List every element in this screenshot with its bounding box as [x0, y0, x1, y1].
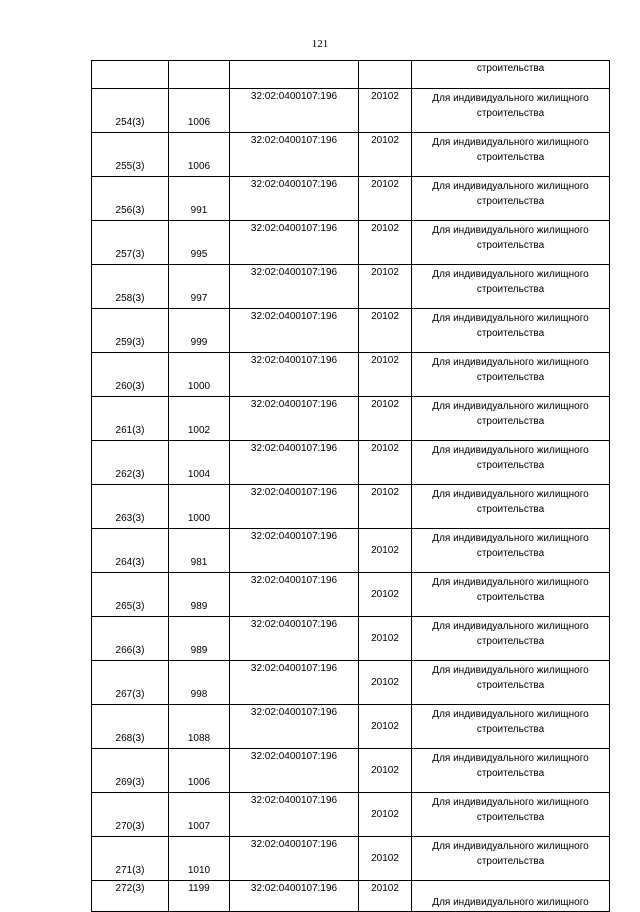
cell-permitted-use [412, 353, 610, 397]
cell-code: 20102 [359, 133, 412, 177]
cell-cadastral: 32:02:0400107:196 [230, 749, 359, 793]
permitted-use-line: строительства [476, 812, 545, 823]
cell-num: 257(3) [92, 221, 169, 265]
land-plots-table [91, 60, 610, 912]
cell-num: 258(3) [92, 265, 169, 309]
cell-code: 20102 [359, 353, 412, 397]
cell-num: 264(3) [92, 529, 169, 573]
cell-area: 1006 [169, 133, 230, 177]
cell-area: 1006 [169, 749, 230, 793]
permitted-use-line: строительства [476, 460, 545, 471]
cell-area: 989 [169, 617, 230, 661]
permitted-use-line: строительства [476, 504, 545, 515]
cell-permitted-use [412, 837, 610, 881]
permitted-use-line: Для индивидуального жилищного [432, 225, 589, 236]
permitted-use-line: Для индивидуального жилищного [432, 137, 589, 148]
permitted-use-line: строительства [476, 768, 545, 779]
cell-code: 20102 [359, 89, 412, 133]
cell-num: 262(3) [92, 441, 169, 485]
cell-cadastral: 32:02:0400107:196 [230, 661, 359, 705]
cell-permitted-use [412, 573, 610, 617]
cell-num: 270(3) [92, 793, 169, 837]
cell-code: 20102 [359, 441, 412, 485]
permitted-use-line: Для индивидуального жилищного [432, 709, 589, 720]
permitted-use-line: Для индивидуального жилищного [432, 181, 589, 192]
cell-num: 271(3) [92, 837, 169, 881]
table-row [92, 837, 610, 881]
cell-permitted-use [412, 309, 610, 353]
cell-area: 1000 [169, 353, 230, 397]
permitted-use-line: Для индивидуального жилищного [432, 621, 589, 632]
permitted-use-line: строительства [476, 196, 545, 207]
permitted-use-line: Для индивидуального жилищного [432, 797, 589, 808]
cell-cadastral: 32:02:0400107:196 [230, 617, 359, 661]
cell-permitted-use [412, 529, 610, 573]
table-row [92, 353, 610, 397]
cell-cadastral: 32:02:0400107:196 [230, 881, 359, 912]
cell-cadastral: 32:02:0400107:196 [230, 309, 359, 353]
cell-num: 267(3) [92, 661, 169, 705]
cell-code: 20102 [359, 397, 412, 441]
table-row [92, 485, 610, 529]
cell-permitted-use [412, 89, 610, 133]
cell-area: 995 [169, 221, 230, 265]
table-row [92, 89, 610, 133]
permitted-use-line: Для индивидуального жилищного [432, 753, 589, 764]
page-number: 121 [311, 38, 329, 50]
cell-permitted-use [412, 617, 610, 661]
cell-area: 1007 [169, 793, 230, 837]
cell-area: 981 [169, 529, 230, 573]
permitted-use-line: Для индивидуального жилищного [432, 357, 589, 368]
cell-cadastral: 32:02:0400107:196 [230, 397, 359, 441]
cell-area: 1199 [169, 881, 230, 912]
cell-code: 20102 [359, 529, 412, 573]
cell-code: 20102 [359, 485, 412, 529]
cell-area: 1002 [169, 397, 230, 441]
table-row [92, 133, 610, 177]
cell-num: 272(3) [92, 881, 169, 912]
table-row [92, 573, 610, 617]
permitted-use-line: Для индивидуального жилищного [432, 489, 589, 500]
permitted-use-line: Для индивидуального жилищного [432, 445, 589, 456]
permitted-use-line: Для индивидуального жилищного [432, 401, 589, 412]
permitted-use-line: Для индивидуального жилищного [432, 313, 589, 324]
cell-code: 20102 [359, 881, 412, 912]
cell-area: 998 [169, 661, 230, 705]
permitted-use-line: строительства [476, 636, 545, 647]
cell-cadastral: 32:02:0400107:196 [230, 441, 359, 485]
cell-cadastral: 32:02:0400107:196 [230, 353, 359, 397]
permitted-use-line: строительства [476, 284, 545, 295]
cell-num [92, 61, 169, 89]
permitted-use-line: строительства [476, 680, 545, 691]
table-row [92, 617, 610, 661]
cell-permitted-use [412, 177, 610, 221]
cell-permitted-use [412, 661, 610, 705]
cell-code [359, 61, 412, 89]
permitted-use-line: строительства [476, 372, 545, 383]
permitted-use-line: строительства [476, 108, 545, 119]
cell-permitted-use [412, 221, 610, 265]
cell-cadastral: 32:02:0400107:196 [230, 573, 359, 617]
permitted-use-line: строительства [476, 152, 545, 163]
cell-cadastral: 32:02:0400107:196 [230, 529, 359, 573]
cell-cadastral: 32:02:0400107:196 [230, 265, 359, 309]
cell-code: 20102 [359, 793, 412, 837]
cell-num: 256(3) [92, 177, 169, 221]
cell-area: 1088 [169, 705, 230, 749]
permitted-use-line: Для индивидуального жилищного [432, 93, 589, 104]
cell-permitted-use [412, 133, 610, 177]
table-row [92, 749, 610, 793]
cell-num: 254(3) [92, 89, 169, 133]
permitted-use-line: Для индивидуального жилищного [432, 577, 589, 588]
table-row [92, 397, 610, 441]
cell-cadastral: 32:02:0400107:196 [230, 177, 359, 221]
cell-code: 20102 [359, 617, 412, 661]
cell-num: 261(3) [92, 397, 169, 441]
cell-code: 20102 [359, 661, 412, 705]
cell-code: 20102 [359, 573, 412, 617]
cell-permitted-use [412, 441, 610, 485]
cell-area: 999 [169, 309, 230, 353]
cell-cadastral: 32:02:0400107:196 [230, 89, 359, 133]
cell-permitted-use [412, 397, 610, 441]
permitted-use-line: строительства [476, 724, 545, 735]
cell-cadastral: 32:02:0400107:196 [230, 705, 359, 749]
cell-area: 991 [169, 177, 230, 221]
cell-num: 255(3) [92, 133, 169, 177]
permitted-use-line: Для индивидуального жилищного [432, 533, 589, 544]
table-row [92, 221, 610, 265]
cell-code: 20102 [359, 837, 412, 881]
cell-area: 997 [169, 265, 230, 309]
cell-area: 1010 [169, 837, 230, 881]
permitted-use-line: Для индивидуального жилищного [432, 269, 589, 280]
land-plots-table-body [92, 61, 610, 912]
cell-area: 1000 [169, 485, 230, 529]
cell-code: 20102 [359, 309, 412, 353]
permitted-use-line: Для индивидуального жилищного [432, 841, 589, 852]
cell-permitted-use [412, 793, 610, 837]
permitted-use-line: строительства [476, 416, 545, 427]
table-row [92, 661, 610, 705]
cell-area [169, 61, 230, 89]
cell-area: 1004 [169, 441, 230, 485]
permitted-use-line: Для индивидуального жилищного [432, 897, 589, 908]
cell-num: 260(3) [92, 353, 169, 397]
cell-permitted-use: строительства [412, 61, 610, 89]
cell-num: 266(3) [92, 617, 169, 661]
cell-num: 268(3) [92, 705, 169, 749]
permitted-use-line: строительства [476, 240, 545, 251]
table-row [92, 177, 610, 221]
cell-num: 269(3) [92, 749, 169, 793]
permitted-use-line: строительства [476, 548, 545, 559]
table-row [92, 793, 610, 837]
cell-code: 20102 [359, 705, 412, 749]
cell-permitted-use [412, 705, 610, 749]
table-row [92, 705, 610, 749]
cell-cadastral: 32:02:0400107:196 [230, 221, 359, 265]
cell-area: 989 [169, 573, 230, 617]
cell-area: 1006 [169, 89, 230, 133]
permitted-use-line: строительства [476, 328, 545, 339]
cell-code: 20102 [359, 221, 412, 265]
cell-num: 263(3) [92, 485, 169, 529]
table-row [92, 881, 610, 912]
cell-cadastral [230, 61, 359, 89]
cell-permitted-use [412, 749, 610, 793]
table-row [92, 529, 610, 573]
permitted-use-line: строительства [476, 592, 545, 603]
table-row [92, 441, 610, 485]
permitted-use-line: строительства [476, 856, 545, 867]
continued-row [92, 61, 610, 89]
cell-cadastral: 32:02:0400107:196 [230, 837, 359, 881]
cell-cadastral: 32:02:0400107:196 [230, 793, 359, 837]
cell-cadastral: 32:02:0400107:196 [230, 485, 359, 529]
table-row [92, 309, 610, 353]
cell-code: 20102 [359, 749, 412, 793]
cell-cadastral: 32:02:0400107:196 [230, 133, 359, 177]
cell-num: 265(3) [92, 573, 169, 617]
permitted-use-line: Для индивидуального жилищного [432, 665, 589, 676]
cell-permitted-use [412, 265, 610, 309]
cell-code: 20102 [359, 177, 412, 221]
table-row [92, 265, 610, 309]
cell-permitted-use [412, 881, 610, 912]
cell-num: 259(3) [92, 309, 169, 353]
cell-permitted-use [412, 485, 610, 529]
cell-code: 20102 [359, 265, 412, 309]
